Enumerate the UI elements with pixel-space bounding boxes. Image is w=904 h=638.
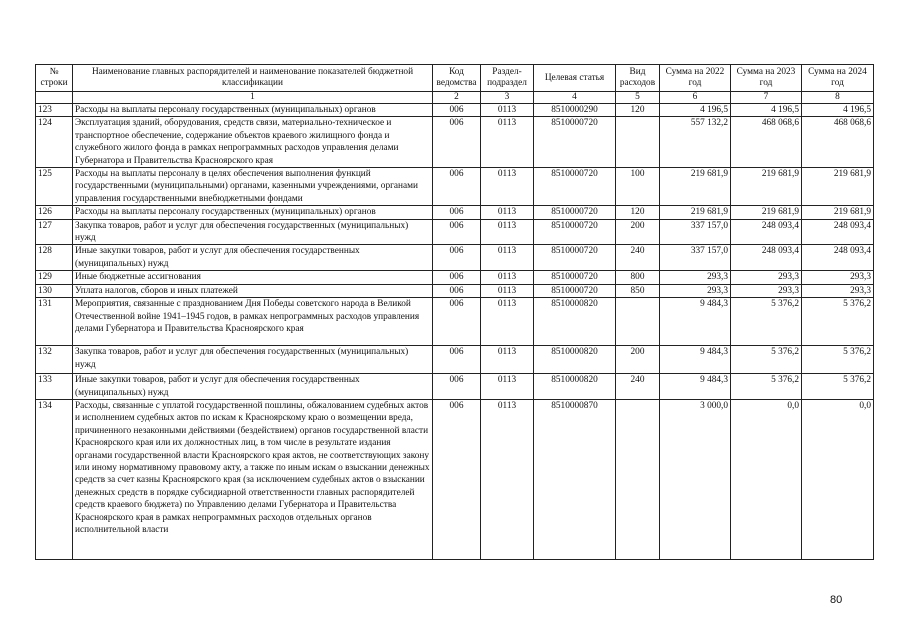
row-amount-2022: 219 681,9: [660, 206, 731, 219]
row-dept-code: 006: [433, 298, 481, 346]
row-target: 8510000820: [534, 298, 616, 346]
table-row: [36, 346, 874, 374]
row-amount-2023: 293,3: [731, 284, 802, 297]
row-section: 0113: [481, 346, 534, 374]
header-row-no: № строки: [36, 65, 73, 92]
column-number: [36, 92, 73, 104]
row-exp-type: [616, 399, 660, 559]
row-section: 0113: [481, 298, 534, 346]
row-dept-code: 006: [433, 219, 481, 245]
row-number: 125: [36, 168, 73, 206]
table-row: [36, 206, 874, 219]
row-amount-2023: 4 196,5: [731, 104, 802, 117]
row-number: 126: [36, 206, 73, 219]
row-number: 128: [36, 245, 73, 271]
header-y2023: Сумма на 2023 год: [731, 65, 802, 92]
row-amount-2023: 5 376,2: [731, 374, 802, 400]
row-amount-2022: 9 484,3: [660, 298, 731, 346]
row-dept-code: 006: [433, 168, 481, 206]
row-exp-type: 800: [616, 271, 660, 284]
table-row: [36, 399, 874, 559]
row-name: Эксплуатация зданий, оборудования, средств связи, материально-техническое и транспортное обеспечение, содержание объектов краевого жилищного фонда и служебного жилого фонда в рамках непрограммных расходов управления делами Губернатора и Правительства Красноярского края: [73, 117, 433, 168]
row-dept-code: 006: [433, 245, 481, 271]
row-dept-code: 006: [433, 346, 481, 374]
row-name: Уплата налогов, сборов и иных платежей: [73, 284, 433, 297]
row-amount-2023: 0,0: [731, 399, 802, 559]
table-row: [36, 298, 874, 346]
row-amount-2024: 219 681,9: [802, 206, 874, 219]
row-amount-2023: 248 093,4: [731, 245, 802, 271]
row-name: Расходы на выплаты персоналу в целях обеспечения выполнения функций государственными (муниципальными) органами, казенными учреждениями, органами управления государственными внебюджетными фондами: [73, 168, 433, 206]
column-number: 1: [73, 92, 433, 104]
row-exp-type: 240: [616, 374, 660, 400]
header-target: Целевая статья: [534, 65, 616, 92]
row-exp-type: 120: [616, 104, 660, 117]
row-number: 123: [36, 104, 73, 117]
row-amount-2024: 4 196,5: [802, 104, 874, 117]
column-number: 6: [660, 92, 731, 104]
budget-table-page: [35, 64, 874, 560]
row-amount-2022: 3 000,0: [660, 399, 731, 559]
row-amount-2023: 219 681,9: [731, 206, 802, 219]
table-body: [36, 104, 874, 560]
row-amount-2022: 4 196,5: [660, 104, 731, 117]
row-amount-2024: 5 376,2: [802, 374, 874, 400]
row-exp-type: [616, 117, 660, 168]
column-number-row: [36, 92, 874, 104]
row-target: 8510000720: [534, 206, 616, 219]
column-number: 8: [802, 92, 874, 104]
row-amount-2022: 293,3: [660, 271, 731, 284]
column-number: 2: [433, 92, 481, 104]
row-name: Мероприятия, связанные с празднованием Дня Победы советского народа в Великой Отечественной войне 1941–1945 годов, в рамках непрограммных расходов управления делами Губернатора и Правительства Красноярского края: [73, 298, 433, 346]
row-exp-type: 850: [616, 284, 660, 297]
row-exp-type: 240: [616, 245, 660, 271]
row-section: 0113: [481, 374, 534, 400]
row-amount-2022: 557 132,2: [660, 117, 731, 168]
row-target: 8510000820: [534, 346, 616, 374]
header-dept: Код ведомства: [433, 65, 481, 92]
row-target: 8510000820: [534, 374, 616, 400]
row-amount-2023: 219 681,9: [731, 168, 802, 206]
row-number: 130: [36, 284, 73, 297]
row-name: Иные закупки товаров, работ и услуг для обеспечения государственных (муниципальных) нужд: [73, 245, 433, 271]
row-amount-2023: 293,3: [731, 271, 802, 284]
column-number: 3: [481, 92, 534, 104]
row-amount-2024: 293,3: [802, 284, 874, 297]
row-exp-type: 200: [616, 219, 660, 245]
row-exp-type: [616, 298, 660, 346]
row-amount-2024: 468 068,6: [802, 117, 874, 168]
row-target: 8510000720: [534, 284, 616, 297]
row-amount-2024: 5 376,2: [802, 298, 874, 346]
header-name: Наименование главных распорядителей и наименование показателей бюджетной классификации: [73, 65, 433, 92]
row-section: 0113: [481, 206, 534, 219]
row-section: 0113: [481, 168, 534, 206]
table-row: [36, 168, 874, 206]
row-target: 8510000290: [534, 104, 616, 117]
row-amount-2023: 5 376,2: [731, 298, 802, 346]
row-amount-2022: 293,3: [660, 284, 731, 297]
row-target: 8510000720: [534, 219, 616, 245]
row-number: 132: [36, 346, 73, 374]
row-amount-2024: 0,0: [802, 399, 874, 559]
header-y2022: Сумма на 2022 год: [660, 65, 731, 92]
row-dept-code: 006: [433, 399, 481, 559]
header-row: [36, 65, 874, 92]
row-amount-2023: 248 093,4: [731, 219, 802, 245]
row-target: 8510000720: [534, 168, 616, 206]
row-amount-2024: 293,3: [802, 271, 874, 284]
row-number: 124: [36, 117, 73, 168]
row-name: Иные бюджетные ассигнования: [73, 271, 433, 284]
row-target: 8510000870: [534, 399, 616, 559]
header-y2024: Сумма на 2024 год: [802, 65, 874, 92]
row-number: 133: [36, 374, 73, 400]
row-target: 8510000720: [534, 117, 616, 168]
page-number: 80: [830, 594, 843, 606]
row-number: 131: [36, 298, 73, 346]
table-row: [36, 271, 874, 284]
row-amount-2022: 9 484,3: [660, 346, 731, 374]
row-name: Расходы на выплаты персоналу государственных (муниципальных) органов: [73, 104, 433, 117]
row-dept-code: 006: [433, 104, 481, 117]
column-number: 5: [616, 92, 660, 104]
row-section: 0113: [481, 219, 534, 245]
header-section: Раздел-подраздел: [481, 65, 534, 92]
column-number: 7: [731, 92, 802, 104]
row-section: 0113: [481, 117, 534, 168]
row-amount-2022: 337 157,0: [660, 245, 731, 271]
row-exp-type: 120: [616, 206, 660, 219]
row-number: 129: [36, 271, 73, 284]
header-exp-type: Вид расходов: [616, 65, 660, 92]
row-exp-type: 200: [616, 346, 660, 374]
row-section: 0113: [481, 271, 534, 284]
row-name: Закупка товаров, работ и услуг для обеспечения государственных (муниципальных) нужд: [73, 346, 433, 374]
row-target: 8510000720: [534, 271, 616, 284]
row-amount-2023: 468 068,6: [731, 117, 802, 168]
row-dept-code: 006: [433, 284, 481, 297]
row-dept-code: 006: [433, 271, 481, 284]
row-dept-code: 006: [433, 206, 481, 219]
budget-table: [35, 64, 874, 560]
table-row: [36, 374, 874, 400]
table-row: [36, 245, 874, 271]
row-number: 127: [36, 219, 73, 245]
row-section: 0113: [481, 399, 534, 559]
row-amount-2024: 248 093,4: [802, 245, 874, 271]
row-name: Расходы на выплаты персоналу государственных (муниципальных) органов: [73, 206, 433, 219]
row-amount-2024: 248 093,4: [802, 219, 874, 245]
row-amount-2024: 219 681,9: [802, 168, 874, 206]
row-target: 8510000720: [534, 245, 616, 271]
table-row: [36, 104, 874, 117]
row-amount-2022: 219 681,9: [660, 168, 731, 206]
row-name: Расходы, связанные с уплатой государственной пошлины, обжалованием судебных актов и исполнением судебных актов по искам к Красноярскому краю о возмещении вреда, причиненного незаконными действиями (бездействием) органов государственной власти Красноярского края или их должностных лиц, в том числе в результате издания органами государственной власти Красноярского края актов, не соответствующих закону или иному нормативному правовому акту, а также по иным искам о взыскании денежных средств за счет казны Красноярского края (за исключением судебных актов о взыскании денежных средств в порядке субсидиарной ответственности главных распорядителей средств краевого бюджета) по Управлению делами Губернатора и Правительства Красноярского края в рамках непрограммных расходов отдельных органов исполнительной власти: [73, 399, 433, 559]
table-row: [36, 284, 874, 297]
row-amount-2024: 5 376,2: [802, 346, 874, 374]
row-number: 134: [36, 399, 73, 559]
row-amount-2022: 337 157,0: [660, 219, 731, 245]
column-number: 4: [534, 92, 616, 104]
row-section: 0113: [481, 245, 534, 271]
row-section: 0113: [481, 284, 534, 297]
row-name: Закупка товаров, работ и услуг для обеспечения государственных (муниципальных) нужд: [73, 219, 433, 245]
table-row: [36, 219, 874, 245]
row-amount-2022: 9 484,3: [660, 374, 731, 400]
row-dept-code: 006: [433, 374, 481, 400]
row-section: 0113: [481, 104, 534, 117]
row-exp-type: 100: [616, 168, 660, 206]
row-dept-code: 006: [433, 117, 481, 168]
row-name: Иные закупки товаров, работ и услуг для обеспечения государственных (муниципальных) нужд: [73, 374, 433, 400]
table-row: [36, 117, 874, 168]
row-amount-2023: 5 376,2: [731, 346, 802, 374]
